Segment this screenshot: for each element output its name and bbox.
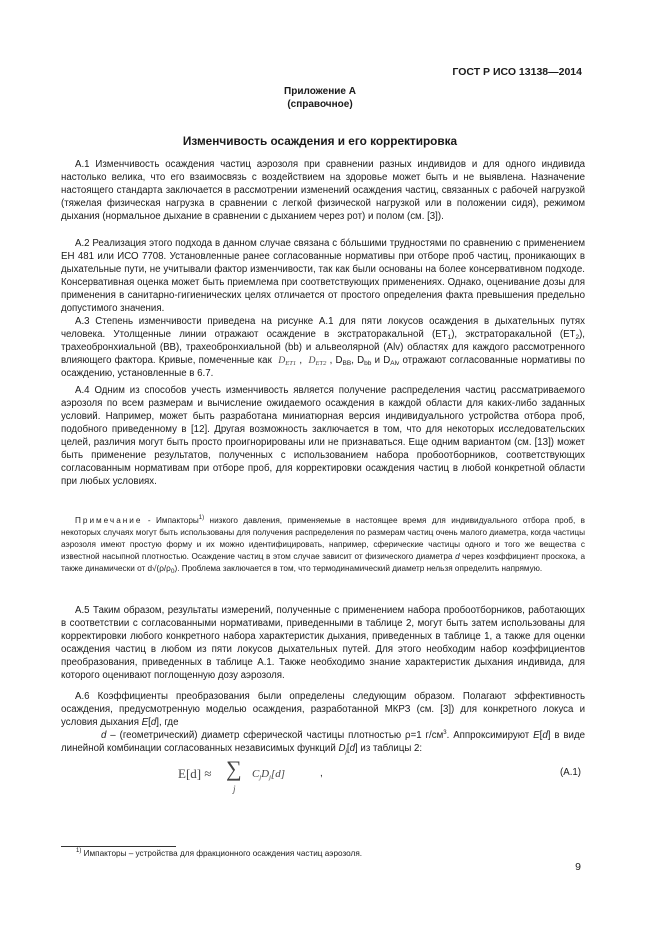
var-d: d <box>349 743 356 755</box>
paragraph-a2 <box>61 237 585 315</box>
symbol-d-alv: $D_{Alv}$ <box>383 355 400 368</box>
paragraph-a1 <box>61 158 585 223</box>
sum-symbol: ∑ <box>226 756 242 781</box>
note-text: ). Проблема заключается в том, что термодинамический диаметр нельзя определить напрямую. <box>174 563 543 573</box>
symbol-d-et2: $D_{ET2}$ <box>308 355 327 368</box>
footnote-divider <box>61 846 176 847</box>
definition-text: из таблицы 2: <box>360 743 423 755</box>
paragraph-a5-text: А.5 Таким образом, результаты измерений, полученные с применением набора пробоотборников, работающих в соответствии с согласованными нормативами, приведенными в таблице 2, могут быть затем использованы для корректировки любого конкретного набора характеристик дыхания, приведенных в таблице 1, а также для оценки осаждения частиц в любом из пяти локусов дыхательных путей. Для этого необходим набор коэффициентов преобразования, приведенных в таблице А.1. Также необходимо знание характеристик дыхания индивида, для которого оценивают поглощенную дозу аэрозоля. <box>61 605 585 682</box>
section-title: Изменчивость осаждения и его корректировка <box>182 134 458 148</box>
formula-rhs: $C_jD_j[d]$ <box>252 768 285 781</box>
symbol-d-et1: $D_{ET1}$ <box>278 355 297 368</box>
paragraph-a4-text: А.4 Одним из способов учесть изменчивость является получение распределения частиц рассматриваемого аэрозоля по всем размерам и вычисление ожидаемого осаждения в каждой области для каких-либо заданных условий. Например, может быть разработана миниатюрная версия индивидуального устройства отбора проб, подобного приведенному в [12]. Другая возможность заключается в том, что для некоторых исследовательских целей, различия могут быть просто проигнорированы или не признаваться. Еще одним вариантом (см. [13]) может быть применение результатов, полученных с использованием набора пробоотборников, соответствующих согласованным нормативам при отборе проб, для корректировки осаждения частиц в любой конкретной области при любых условиях. <box>61 385 585 488</box>
var-e: E <box>533 730 540 742</box>
note-text: - Импакторы <box>147 516 199 525</box>
paragraph-a6-text: А.6 Коэффициенты преобразования были определены следующим образом. Полагают эффективность осаждения, предусмотренную моделью осаждения, разработанной МКРЗ (см. [3]) для конкретного локуса и условия дыхания <box>61 691 585 729</box>
paragraph-a3-text: ), экстраторакальной (ЕТ <box>451 329 576 341</box>
subscript: 0 <box>170 567 175 575</box>
footnote-text: Импакторы – устройства для фракционного осаждения частиц аэрозоля. <box>83 849 363 858</box>
paragraph-a6-text: , где <box>158 717 179 729</box>
formula-a1 <box>178 758 378 802</box>
var-d-func: D <box>338 743 346 755</box>
paragraph-a2-text: А.2 Реализация этого подхода в данном случае связана с бóльшими трудностями по сравнению с применением ЕН 481 или ИСО 7708. Установленные ранее согласованные нормативы при отборе проб частиц, проникающих в дыхательные пути, не учитывали фактор изменчивости, так как были основаны на более консервативном подходе. Консервативная оценка может быть приемлема при соответствующих применениях. Однако, оценивание дозы для применения в санитарно-гигиенических целях отличается от простого определения факта превышения предельно допустимого значения. <box>61 238 585 315</box>
symbol-d-bb: $D_{BB}$ <box>335 355 352 368</box>
paragraph-a3-text: ), трахеобронхиальной (ВВ), трахеобронхиальной (bb) и альвеолярной (Alv) областях для каждого рассмотренного влияющего фактора. Кривые, помеченные как <box>61 329 585 367</box>
note <box>61 515 585 575</box>
annex-title: Приложение А <box>284 86 356 97</box>
paragraph-a3-text: отражают согласованные нормативы по осаждению, установленные в 6.7. <box>61 355 585 380</box>
annex-heading <box>0 85 640 111</box>
note-text: низкого давления, применяемые в настоящее время для индивидуального отбора проб, в некоторых случаях могут быть использованы для получения распределения по размерам частиц очень малого диаметра, когда частицы аэрозоля имеют простую форму и их можно идентифицировать, например, сферические частицы одного и того же вещества с известной насыпной плотностью. Осаждение частиц в этом случае зависит от физического диаметра <box>61 516 585 561</box>
footnote <box>76 849 362 858</box>
symbol-d-bb-small: $D_{bb}$ <box>357 355 372 368</box>
paragraph-a3: А.3 Степень изменчивости приведена на рисунке А.1 для пяти локусов осаждения в дыхательных путях человека. Утолщенные линии отражают осаждение в экстраторакальной $(ЕТ_1)$, экстраторакальной $(ЕТ_2)$, трахеобронхиальной (ВВ), трахеобронхиальной (bb) и альвеолярной (Alv) областях для каждого рассмотренного влияющего фактора. Кривые, помеченные как $D_{ET1}$ , $D_{ET2}$ , $D_{BB}$, $D_{bb}$ и $D_{Alv}$ отражают согласованные нормативы по осаждению, установленные в 6.7. <box>61 316 585 380</box>
document-header: ГОСТ Р ИСО 13138—2014 <box>452 66 582 78</box>
note-label: Примечание <box>75 516 143 525</box>
var-d: d <box>455 551 460 561</box>
subscript: j <box>345 748 347 756</box>
paragraph-a4 <box>61 384 585 488</box>
formula-lhs: E[d] ≈ <box>178 766 212 781</box>
definition-text: – (геометрический) диаметр сферической частицы плотностью ρ=1 г/см <box>106 730 444 742</box>
paragraph-a6: А.6 Коэффициенты преобразования были определены следующим образом. Полагают эффективность осаждения, предусмотренную моделью осаждения, разработанной МКРЗ (см. [3]) для конкретного локуса и условия дыхания E[d], где d – (геометрический) диаметр сферической частицы плотностью ρ=1 $г/см^3$. Аппроксимируют E[d] в виде линейной комбинации согласованных независимых функций $D_j[d]$ из таблицы 2: <box>61 691 585 756</box>
formula-number: (A.1) <box>560 767 581 778</box>
definition-text: в виде линейной комбинации согласованных независимых функций <box>61 730 585 755</box>
paragraph-a1-text: А.1 Изменчивость осаждения частиц аэрозоля при сравнении разных индивидов и для одного индивида настолько велика, что его взаимосвязь с воздействием на здоровье может быть и не выявлена. Назначение настоящего стандарта заключается в рассмотрении изменений осаждения частиц, связанных с рабочей нагрузкой (тяжелая физическая нагрузка в сравнении с легкой физической нагрузкой или в положении сидя), режимом дыхания (нормальное дыхание в сравнении с дыханием через рот) и полом (см. [3]). <box>61 159 585 223</box>
subscript: 1 <box>447 334 452 342</box>
var-e: E <box>141 717 149 729</box>
var-d: d <box>101 730 107 742</box>
footnote-ref: 1) <box>76 848 82 854</box>
page-number: 9 <box>575 861 581 873</box>
var-d: d <box>150 717 157 729</box>
formula-tail: , <box>320 768 323 779</box>
subscript: 2 <box>575 334 580 342</box>
superscript: 3 <box>443 730 447 737</box>
footnote-ref: 1) <box>198 515 205 521</box>
paragraph-a3-text: А.3 Степень изменчивости приведена на рисунке А.1 для пяти локусов осаждения в дыхательных путях человека. Утолщенные линии отражают осаждение в экстраторакальной (ЕТ <box>61 316 585 341</box>
definition-text: . Аппроксимируют <box>446 730 530 742</box>
note-text: через коэффициент проскока, а также динамически от d√(ρ/ρ <box>61 551 585 573</box>
var-d: d <box>542 730 548 742</box>
paragraph-a5 <box>61 604 585 682</box>
sum-index: j <box>233 784 236 794</box>
annex-subtitle: (справочное) <box>287 99 353 110</box>
